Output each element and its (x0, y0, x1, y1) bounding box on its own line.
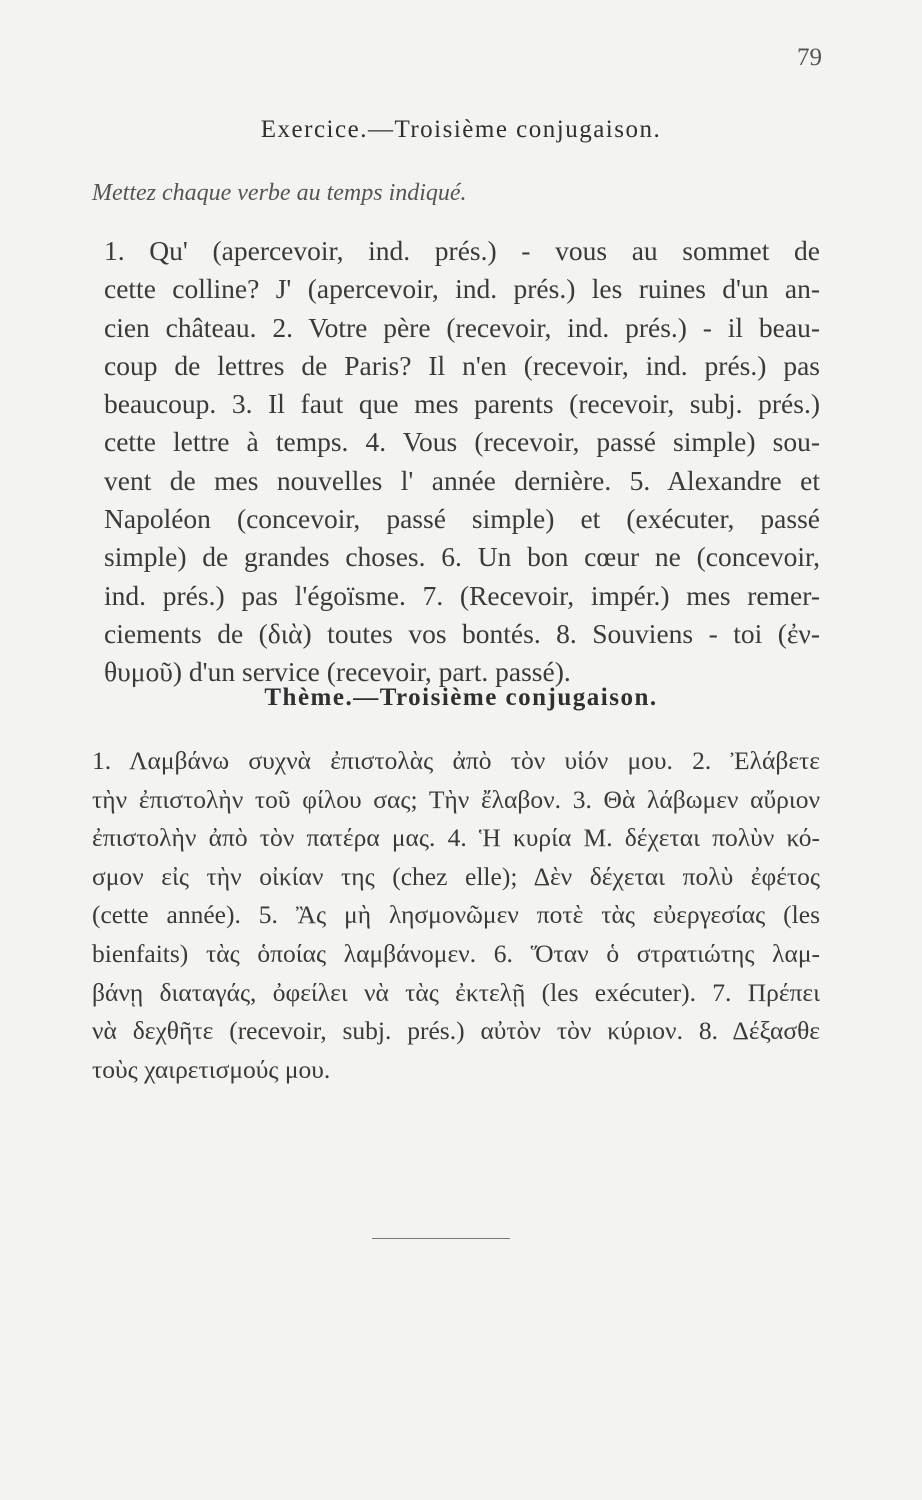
theme-line-2: τὴν ἐπιστολὴν τοῦ φίλου σας; Τὴν ἔλαβον. 3. Θὰ λάβωμεν αὔριον (92, 784, 820, 814)
theme-line-7: βάνῃ διαταγάς, ὀφείλει νὰ τὰς ἐκτελῇ (les exécuter). 7. Πρέπει (92, 977, 820, 1007)
theme-paragraph (48, 742, 820, 1089)
theme-line-6: bienfaits) τὰς ὁποίας λαμβάνομεν. 6. Ὅταν ὁ στρατιώτης λαμ- (92, 938, 820, 968)
exercise-line-3: cien château. 2. Votre père (recevoir, ind. prés.) - il beau- (104, 311, 820, 343)
exercise-line-9: simple) de grandes choses. 6. Un bon cœur ne (concevoir, (104, 541, 820, 573)
exercise-line-5: beaucoup. 3. Il faut que mes parents (recevoir, subj. prés.) (104, 388, 820, 420)
theme-heading: Thème.—Troisième conjugaison. (264, 684, 658, 711)
theme-line-4: σμον εἰς τὴν οἰκίαν της (chez elle); Δὲν δέχεται πολὺ ἐφέτος (92, 861, 820, 891)
exercise-instruction: Mettez chaque verbe au temps indiqué. (92, 180, 467, 206)
theme-line-8: νὰ δεχθῆτε (recevoir, subj. prés.) αὐτὸν τὸν κύριον. 8. Δέξασθε (92, 1016, 820, 1046)
theme-line-5: (cette année). 5. Ἂς μὴ λησμονῶμεν ποτὲ τὰς εὐεργεσίας (les (92, 900, 820, 930)
exercise-line-10: ind. prés.) pas l'égoïsme. 7. (Recevoir, impér.) mes remer- (104, 579, 820, 611)
exercise-heading: Exercice.—Troisième conjugaison. (260, 116, 662, 143)
theme-line-9: τοὺς χαιρετισμούς μου. (92, 1054, 331, 1084)
exercise-line-2: cette colline? J' (apercevoir, ind. prés.) les ruines d'un an- (104, 273, 820, 305)
exercise-line-4: coup de lettres de Paris? Il n'en (recevoir, ind. prés.) pas (104, 349, 820, 381)
section-divider (372, 1238, 510, 1239)
exercise-paragraph (48, 232, 820, 692)
exercise-number: 1. (104, 235, 125, 266)
exercise-line-8: Napoléon (concevoir, passé simple) et (exécuter, passé (104, 503, 820, 535)
page-number: 79 (797, 44, 822, 71)
theme-line-1: 1. Λαμβάνω συχνὰ ἐπιστολὰς ἀπὸ τὸν υἱόν μου. 2. Ἐλάβετε (92, 746, 820, 775)
exercise-line-7: vent de mes nouvelles l' année dernière. 5. Alexandre et (104, 464, 820, 496)
exercise-line-12: θυμοῦ) d'un service (recevoir, part. passé). (104, 656, 571, 688)
exercise-line-1: 1. Qu' (apercevoir, ind. prés.) - vous au sommet de (104, 235, 820, 266)
exercise-line-6: cette lettre à temps. 4. Vous (recevoir, passé simple) sou- (104, 426, 820, 458)
theme-line-3: ἐπιστολὴν ἀπὸ τὸν πατέρα μας. 4. Ἡ κυρία Μ. δέχεται πολὺν κό- (92, 823, 820, 853)
exercise-line-11: ciements de (διὰ) toutes vos bontés. 8. Souviens - toi (ἐν- (104, 617, 820, 649)
